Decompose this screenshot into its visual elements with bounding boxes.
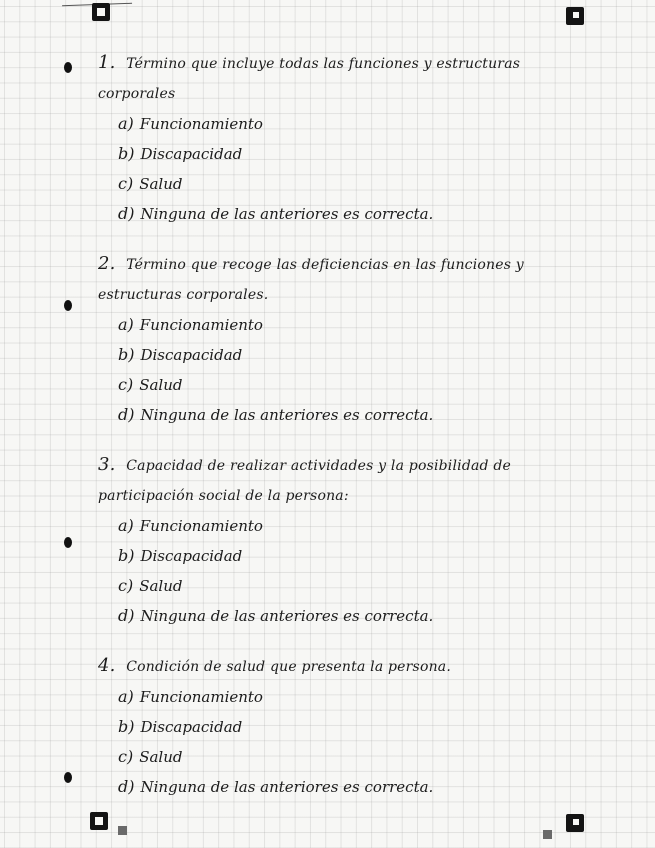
question-3	[98, 450, 568, 631]
option-letter: c)	[118, 375, 134, 394]
question-text	[98, 249, 568, 310]
binder-hole	[64, 62, 72, 73]
option-letter: b)	[118, 546, 135, 565]
option-text: Salud	[139, 577, 183, 595]
option-b[interactable]	[118, 712, 568, 742]
question-number: 1.	[98, 52, 116, 73]
option-text: Salud	[139, 376, 183, 394]
option-text: Funcionamiento	[139, 517, 263, 535]
option-b[interactable]	[118, 139, 568, 169]
options-list	[118, 511, 568, 631]
scan-marker-bottom-right	[566, 814, 584, 832]
option-text: Funcionamiento	[139, 115, 263, 133]
option-letter: d)	[118, 777, 135, 796]
option-letter: a)	[118, 687, 134, 706]
question-2	[98, 249, 568, 430]
question-prompt: Término que incluye todas las funciones y estructuras corporales	[98, 56, 521, 102]
question-prompt: Término que recoge las deficiencias en las funciones y estructuras corporales.	[98, 257, 524, 303]
option-letter: c)	[118, 747, 134, 766]
option-d[interactable]	[118, 199, 568, 229]
binder-hole	[64, 300, 72, 311]
option-text: Funcionamiento	[139, 316, 263, 334]
option-a[interactable]	[118, 511, 568, 541]
option-c[interactable]	[118, 742, 568, 772]
option-text: Discapacidad	[140, 145, 243, 163]
option-a[interactable]	[118, 682, 568, 712]
question-text	[98, 450, 568, 511]
option-text: Salud	[139, 175, 183, 193]
binder-hole	[64, 537, 72, 548]
option-letter: c)	[118, 576, 134, 595]
scan-marker-small-right	[543, 830, 552, 839]
option-text: Discapacidad	[140, 346, 243, 364]
options-list	[118, 310, 568, 430]
option-c[interactable]	[118, 571, 568, 601]
quiz-content	[98, 48, 568, 822]
option-d[interactable]	[118, 400, 568, 430]
option-b[interactable]	[118, 541, 568, 571]
option-text: Discapacidad	[140, 718, 243, 736]
option-text: Ninguna de las anteriores es correcta.	[140, 778, 434, 796]
binder-hole	[64, 772, 72, 783]
option-text: Ninguna de las anteriores es correcta.	[140, 607, 434, 625]
question-prompt: Condición de salud que presenta la persona.	[126, 659, 451, 675]
option-letter: b)	[118, 144, 135, 163]
option-letter: a)	[118, 315, 134, 334]
option-d[interactable]	[118, 601, 568, 631]
question-4	[98, 651, 568, 802]
option-text: Funcionamiento	[139, 688, 263, 706]
option-letter: d)	[118, 204, 135, 223]
option-c[interactable]	[118, 370, 568, 400]
scan-marker-top-left	[92, 3, 110, 21]
option-d[interactable]	[118, 772, 568, 802]
question-text	[98, 48, 568, 109]
option-b[interactable]	[118, 340, 568, 370]
option-letter: b)	[118, 717, 135, 736]
question-number: 2.	[98, 253, 116, 274]
option-letter: d)	[118, 405, 135, 424]
options-list	[118, 109, 568, 229]
question-prompt: Capacidad de realizar actividades y la posibilidad de participación social de la persona:	[98, 458, 511, 504]
option-letter: d)	[118, 606, 135, 625]
option-letter: b)	[118, 345, 135, 364]
question-1	[98, 48, 568, 229]
scan-marker-top-right	[566, 7, 584, 25]
option-letter: a)	[118, 516, 134, 535]
option-a[interactable]	[118, 310, 568, 340]
option-c[interactable]	[118, 169, 568, 199]
option-letter: c)	[118, 174, 134, 193]
scan-marker-small-left	[118, 826, 127, 835]
option-a[interactable]	[118, 109, 568, 139]
question-number: 4.	[98, 655, 116, 676]
options-list	[118, 682, 568, 802]
option-text: Ninguna de las anteriores es correcta.	[140, 205, 434, 223]
question-text	[98, 651, 568, 682]
option-text: Ninguna de las anteriores es correcta.	[140, 406, 434, 424]
option-text: Discapacidad	[140, 547, 243, 565]
option-text: Salud	[139, 748, 183, 766]
option-letter: a)	[118, 114, 134, 133]
question-number: 3.	[98, 454, 116, 475]
